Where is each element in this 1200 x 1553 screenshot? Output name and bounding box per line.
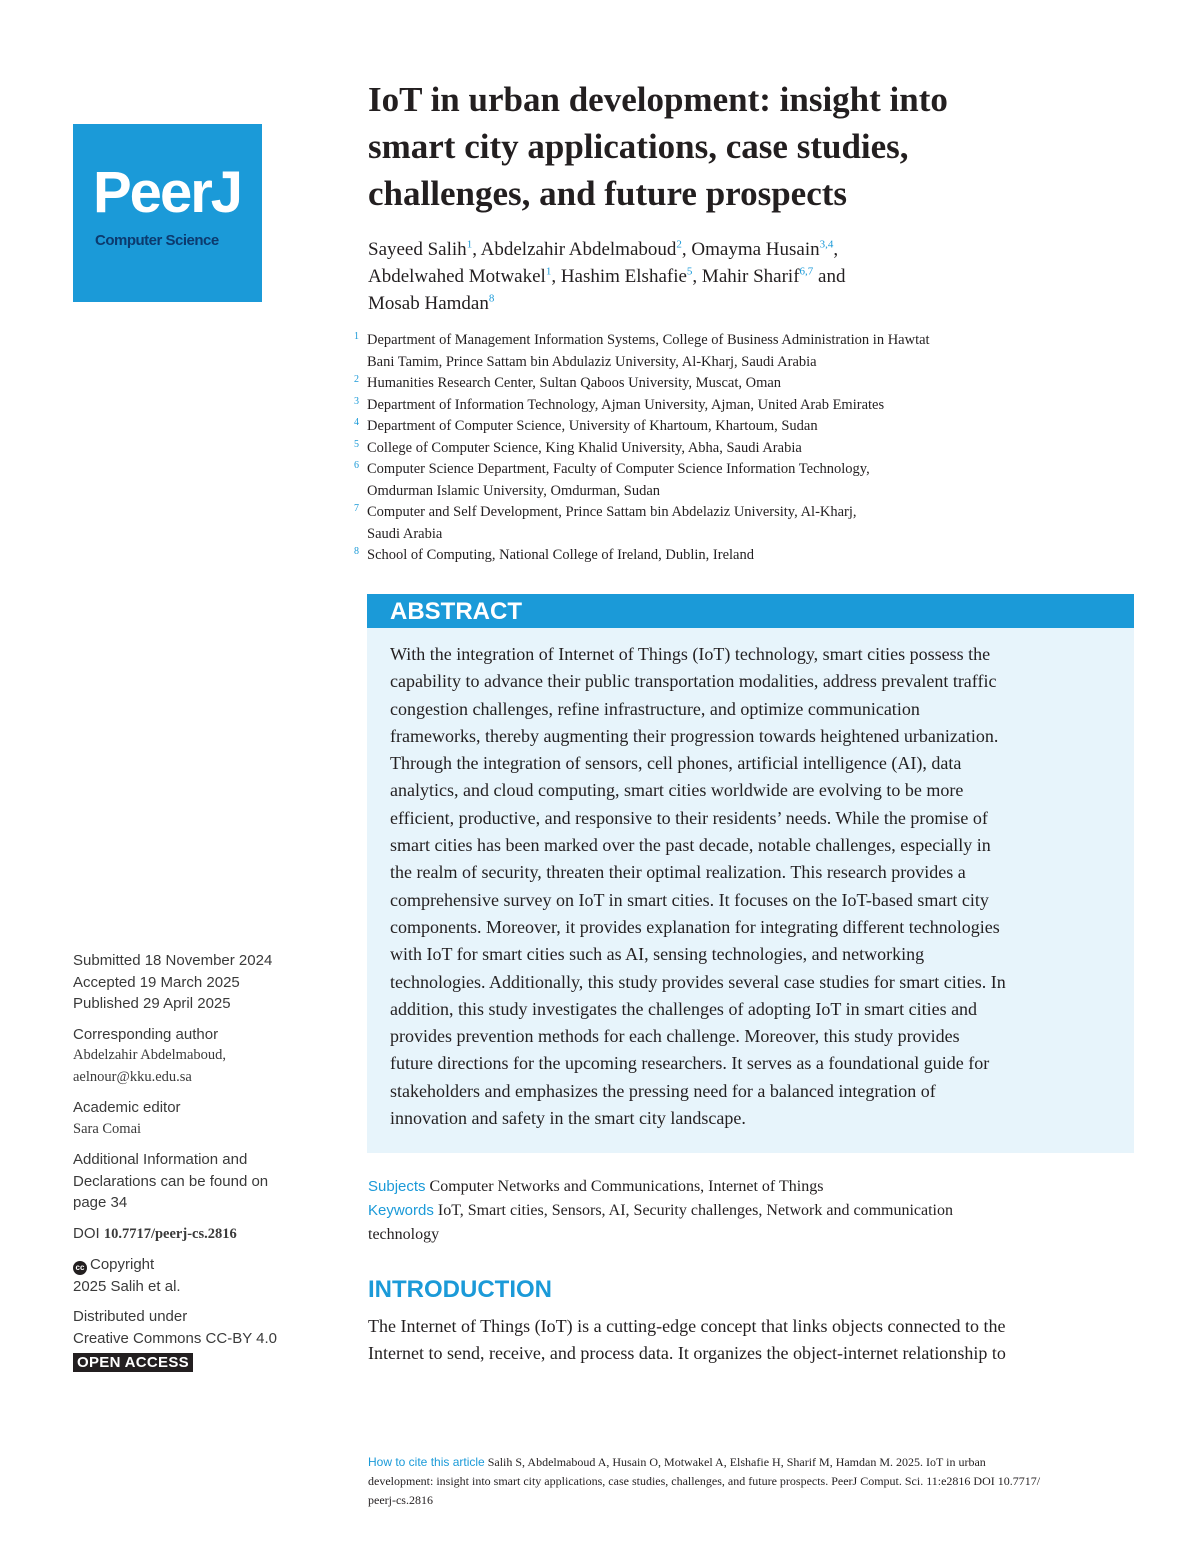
author-affiliation-ref: 3,4 [819, 238, 834, 251]
affiliation-item [354, 438, 1134, 460]
license-link[interactable]: Creative Commons CC-BY 4.0 [73, 1329, 277, 1347]
intro-line: The Internet of Things (IoT) is a cutting-edge concept that links objects connected to the [368, 1316, 1006, 1336]
author-name[interactable]: Omayma Husain [691, 239, 820, 260]
affiliation-number: 3 [354, 395, 359, 407]
affiliation-number: 4 [354, 417, 359, 428]
abstract-header [367, 594, 1134, 628]
affiliation-list [354, 330, 1134, 567]
affiliation-text: School of Computing, National College of Ireland, Dublin, Ireland [367, 547, 754, 563]
abstract-line: analytics, and cloud computing, smart cities worldwide are evolving to be more [390, 780, 964, 801]
doi-link[interactable]: 10.7717/peerj-cs.2816 [103, 1225, 237, 1242]
affiliation-item [354, 352, 1134, 374]
affiliation-item [354, 524, 1134, 546]
author-name[interactable]: Abdelzahir Abdelmaboud [480, 239, 677, 260]
author-affiliation-ref: 6,7 [799, 265, 814, 278]
affiliation-item [354, 481, 1134, 503]
subjects-keywords [368, 1175, 1138, 1247]
cite-text: Salih S, Abdelmaboud A, Husain O, Motwakel A, Elshafie H, Sharif M, Hamdan M. 2025. IoT in urban [487, 1455, 986, 1469]
author-affiliation-ref: 1 [545, 265, 552, 278]
article-title [368, 76, 1138, 217]
creative-commons-icon: cc [73, 1261, 87, 1275]
corresponding-author-label: Corresponding author [73, 1025, 219, 1043]
affiliation-item [354, 330, 1134, 352]
affiliation-number: 7 [354, 503, 359, 514]
article-info-sidebar [73, 950, 343, 1383]
affiliation-text: Department of Computer Science, University of Khartoum, Khartoum, Sudan [367, 418, 818, 434]
title-line: challenges, and future prospects [368, 174, 848, 213]
journal-logo [73, 124, 262, 302]
open-access-badge: OPEN ACCESS [73, 1353, 193, 1372]
abstract-line: addition, this study investigates the challenges of adopting IoT in smart cities and [390, 998, 978, 1019]
author-name[interactable]: Mosab Hamdan [368, 293, 489, 314]
logo-name: PeerJ [93, 160, 242, 225]
abstract-line: with IoT for smart cities such as AI, sensing technologies, and networking [390, 944, 925, 965]
author-name[interactable]: Hashim Elshafie [560, 266, 687, 287]
accepted-date: Accepted 19 March 2025 [73, 973, 240, 991]
abstract-line: provides prevention methods for each challenge. Moreover, this study provides [390, 1026, 960, 1047]
keywords-label: Keywords [368, 1202, 434, 1219]
cite-text: development: insight into smart city applications, case studies, challenges, and future prospects. PeerJ Comput. Sci. 11:e2816 DOI 10.7717/ [368, 1474, 1041, 1488]
affiliation-number: 2 [354, 374, 359, 385]
license-text: Distributed under [73, 1308, 188, 1325]
affiliation-text: Department of Management Information Systems, College of Business Administration in Hawtat [367, 332, 930, 348]
corresponding-author-email[interactable]: aelnour@kku.edu.sa [73, 1068, 192, 1085]
author-name[interactable]: Mahir Sharif [701, 266, 800, 287]
academic-editor-label: Academic editor [73, 1099, 181, 1116]
author-affiliation-ref: 2 [676, 238, 682, 251]
abstract-line: capability to advance their public transportation modalities, address prevalent traffic [390, 671, 997, 692]
abstract-line: frameworks, thereby augmenting their progression towards heightened urbanization. [390, 725, 999, 746]
affiliation-text: Bani Tamim, Prince Sattam bin Abdulaziz University, Al-Kharj, Saudi Arabia [367, 353, 817, 370]
abstract-line: efficient, productive, and responsive to their residents’ needs. While the promise of [390, 807, 988, 828]
abstract-body [390, 641, 1130, 1132]
keywords-value: IoT, Smart cities, Sensors, AI, Security challenges, Network and communication [437, 1202, 953, 1219]
affiliation-text: Computer and Self Development, Prince Sattam bin Abdelaziz University, Al-Kharj, [367, 504, 857, 520]
additional-info: Declarations can be found on [73, 1172, 269, 1190]
cite-doi[interactable]: peerj-cs.2816 [368, 1493, 433, 1507]
affiliation-text: Humanities Research Center, Sultan Qaboos University, Muscat, Oman [367, 375, 782, 391]
affiliation-number: 8 [354, 546, 359, 557]
subjects-value[interactable]: Computer Networks and Communications, Internet of Things [429, 1178, 824, 1195]
abstract-line: comprehensive survey on IoT in smart cities. It focuses on the IoT-based smart city [390, 889, 989, 910]
title-line: IoT in urban development: insight into [368, 80, 948, 119]
corresponding-author-name: Abdelzahir Abdelmaboud, [73, 1047, 227, 1063]
abstract-line: future directions for the upcoming researchers. It serves as a foundational guide for [390, 1053, 990, 1074]
affiliation-number: 1 [354, 331, 359, 342]
how-to-cite [368, 1453, 1138, 1510]
submitted-date: Submitted 18 November 2024 [73, 952, 273, 969]
affiliation-text: Saudi Arabia [367, 525, 443, 542]
abstract-box [367, 594, 1134, 1153]
affiliation-item [354, 373, 1134, 395]
introduction-body [368, 1313, 1138, 1367]
affiliation-text: Omdurman Islamic University, Omdurman, Sudan [367, 482, 661, 499]
authors-and: and [818, 266, 846, 287]
abstract-line: innovation and safety in the smart city landscape. [390, 1108, 746, 1129]
affiliation-item [354, 395, 1134, 417]
doi-label: DOI [73, 1224, 100, 1242]
affiliation-text: Computer Science Department, Faculty of Computer Science Information Technology, [367, 461, 870, 477]
additional-info: Additional Information and [73, 1151, 248, 1168]
additional-info-page[interactable]: page 34 [73, 1194, 128, 1211]
affiliation-number: 5 [354, 438, 359, 450]
academic-editor-name: Sara Comai [73, 1120, 142, 1137]
copyright-label: Copyright [90, 1256, 155, 1273]
published-date: Published 29 April 2025 [73, 995, 231, 1012]
affiliation-item [354, 459, 1134, 481]
abstract-line: smart cities has been marked over the past decade, notable challenges, especially in [390, 835, 991, 856]
affiliation-text: College of Computer Science, King Khalid University, Abha, Saudi Arabia [367, 439, 802, 456]
author-affiliation-ref: 1 [466, 238, 473, 251]
author-affiliation-ref: 5 [686, 265, 693, 278]
abstract-line: With the integration of Internet of Things (IoT) technology, smart cities possess the [390, 644, 991, 664]
author-name[interactable]: Sayeed Salih [368, 239, 467, 260]
affiliation-item [354, 502, 1134, 524]
logo-subtitle: Computer Science [95, 232, 219, 249]
abstract-line: the realm of security, threaten their optimal realization. This research provides a [390, 862, 966, 883]
author-affiliation-ref: 8 [488, 292, 495, 305]
abstract-line: Through the integration of sensors, cell phones, artificial intelligence (AI), data [390, 753, 962, 774]
title-line: smart city applications, case studies, [368, 127, 909, 166]
section-heading: INTRODUCTION [368, 1276, 552, 1303]
affiliation-item [354, 545, 1134, 567]
intro-line: Internet to send, receive, and process data. It organizes the object-internet relationship to [368, 1343, 1006, 1363]
affiliation-item [354, 416, 1134, 438]
author-list: Sayeed Salih$^1$, Abdelzahir Abdelmaboud$^2$, Omayma Husain$^{3,4}$, Abdelwahed Motwakel$^1$, Hashim Elshafie$^5$, Mahir Sharif$^{6,7}$ and Mosab Hamdan$^8$ [368, 238, 846, 314]
affiliation-number: 6 [354, 460, 359, 471]
cite-label: How to cite this article [368, 1455, 485, 1469]
affiliation-text: Department of Information Technology, Ajman University, Ajman, United Arab Emirates [367, 396, 885, 413]
abstract-heading: ABSTRACT [390, 598, 522, 625]
keywords-value-cont: technology [368, 1226, 440, 1243]
abstract-line: stakeholders and emphasizes the pressing need for a balanced integration of [390, 1080, 936, 1101]
subjects-label: Subjects [368, 1178, 426, 1195]
abstract-line: technologies. Additionally, this study provides several case studies for smart cities. In [390, 971, 1006, 992]
copyright-value: 2025 Salih et al. [73, 1277, 181, 1295]
abstract-line: congestion challenges, refine infrastructure, and optimize communication [390, 698, 920, 719]
abstract-line: components. Moreover, it provides explanation for integrating different technologies [390, 916, 1000, 937]
author-name[interactable]: Abdelwahed Motwakel [368, 266, 546, 287]
